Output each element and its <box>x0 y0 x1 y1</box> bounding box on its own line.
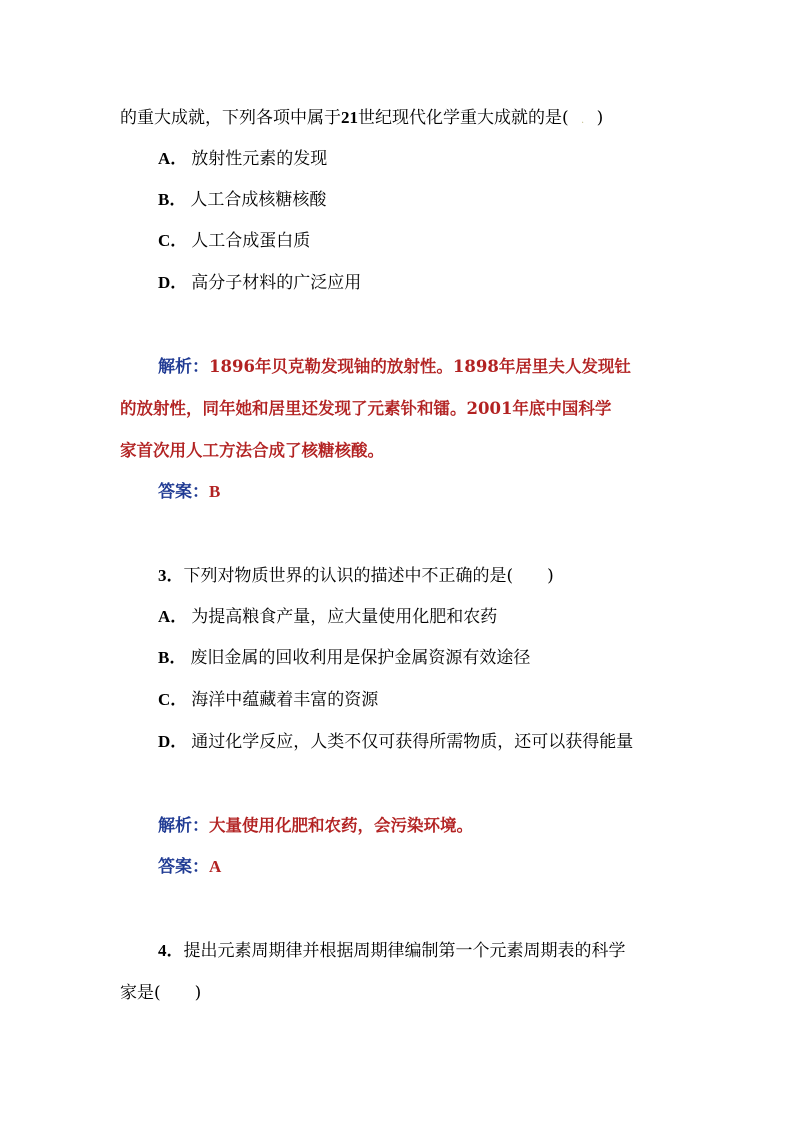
q3-option-b-text: 废旧金属的回收利用是保护金属资源有效途径 <box>190 648 531 668</box>
q4-stem-line-2 <box>120 982 201 1004</box>
q3-analysis-text: 大量使用化肥和农药，会污染环境。 <box>209 816 473 835</box>
q3-option-b <box>158 647 530 669</box>
q2-option-d-label: D． <box>158 273 188 292</box>
q2-answer <box>158 481 220 503</box>
q3-option-d-label: D． <box>158 732 188 751</box>
q4-stem-line-1 <box>158 940 626 962</box>
q2-option-d <box>158 272 361 294</box>
q3-option-b-label: B． <box>158 648 187 667</box>
q2-stem-close: ) <box>596 108 604 128</box>
q4-stem-text-2: 家是( ) <box>120 983 202 1003</box>
q4-stem-text-1: 提出元素周期律并根据周期律编制第一个元素周期表的科学 <box>183 941 626 961</box>
q3-option-c <box>158 689 378 711</box>
q2-option-b-label: B． <box>158 190 187 209</box>
q2-option-d-text: 高分子材料的广泛应用 <box>191 273 362 293</box>
q2-option-a-label: A． <box>158 149 188 168</box>
q2-analysis-text-3: 家首次用人工方法合成了核糖核酸。 <box>120 441 384 460</box>
q3-analysis <box>158 815 473 837</box>
q2-stem-post: 世纪现代化学重大成就的是( <box>358 108 569 128</box>
q2-analysis-line-1 <box>158 356 631 378</box>
q2-option-b <box>158 189 326 211</box>
q2-analysis-tag: 解析： <box>158 357 209 377</box>
q3-stem-text: 下列对物质世界的认识的描述中不正确的是( ) <box>183 566 554 586</box>
q2-answer-value: B <box>209 482 221 501</box>
q3-stem <box>158 565 554 587</box>
q3-option-a-text: 为提高粮食产量，应大量使用化肥和农药 <box>191 607 498 627</box>
q2-stem <box>120 107 603 132</box>
q3-option-a <box>158 606 497 628</box>
q3-option-d <box>158 731 633 753</box>
q2-option-c <box>158 230 310 252</box>
q2-option-c-label: C． <box>158 231 188 250</box>
q3-analysis-tag: 解析： <box>158 816 209 836</box>
q2-stem-num: 21 <box>341 108 358 127</box>
q2-option-a-text: 放射性元素的发现 <box>191 149 328 169</box>
q2-option-a <box>158 148 327 170</box>
q3-answer-tag: 答案： <box>158 857 209 877</box>
q3-answer-value: A <box>209 857 222 876</box>
q2-analysis-line-2 <box>120 398 611 420</box>
q3-option-a-label: A． <box>158 607 188 626</box>
q2-analysis-text-2: 的放射性，同年她和居里还发现了元素钋和镭。2001年底中国科学 <box>120 399 612 418</box>
q3-option-c-label: C． <box>158 690 188 709</box>
q2-blank-mark: . <box>581 115 585 126</box>
q2-analysis-text-1: 1896年贝克勒发现铀的放射性。1898年居里夫人发现钍 <box>209 357 631 376</box>
q2-answer-blank <box>569 107 597 132</box>
q2-stem-pre: 的重大成就，下列各项中属于 <box>120 108 341 128</box>
q4-number: 4． <box>158 941 184 960</box>
q3-answer <box>158 856 221 878</box>
q3-option-d-text: 通过化学反应，人类不仅可获得所需物质，还可以获得能量 <box>191 732 634 752</box>
q2-option-c-text: 人工合成蛋白质 <box>191 231 311 251</box>
q2-analysis-line-3 <box>120 440 384 462</box>
q3-option-c-text: 海洋中蕴藏着丰富的资源 <box>191 690 379 710</box>
q2-option-b-text: 人工合成核糖核酸 <box>190 190 327 210</box>
q2-answer-tag: 答案： <box>158 482 209 502</box>
q3-number: 3． <box>158 566 184 585</box>
